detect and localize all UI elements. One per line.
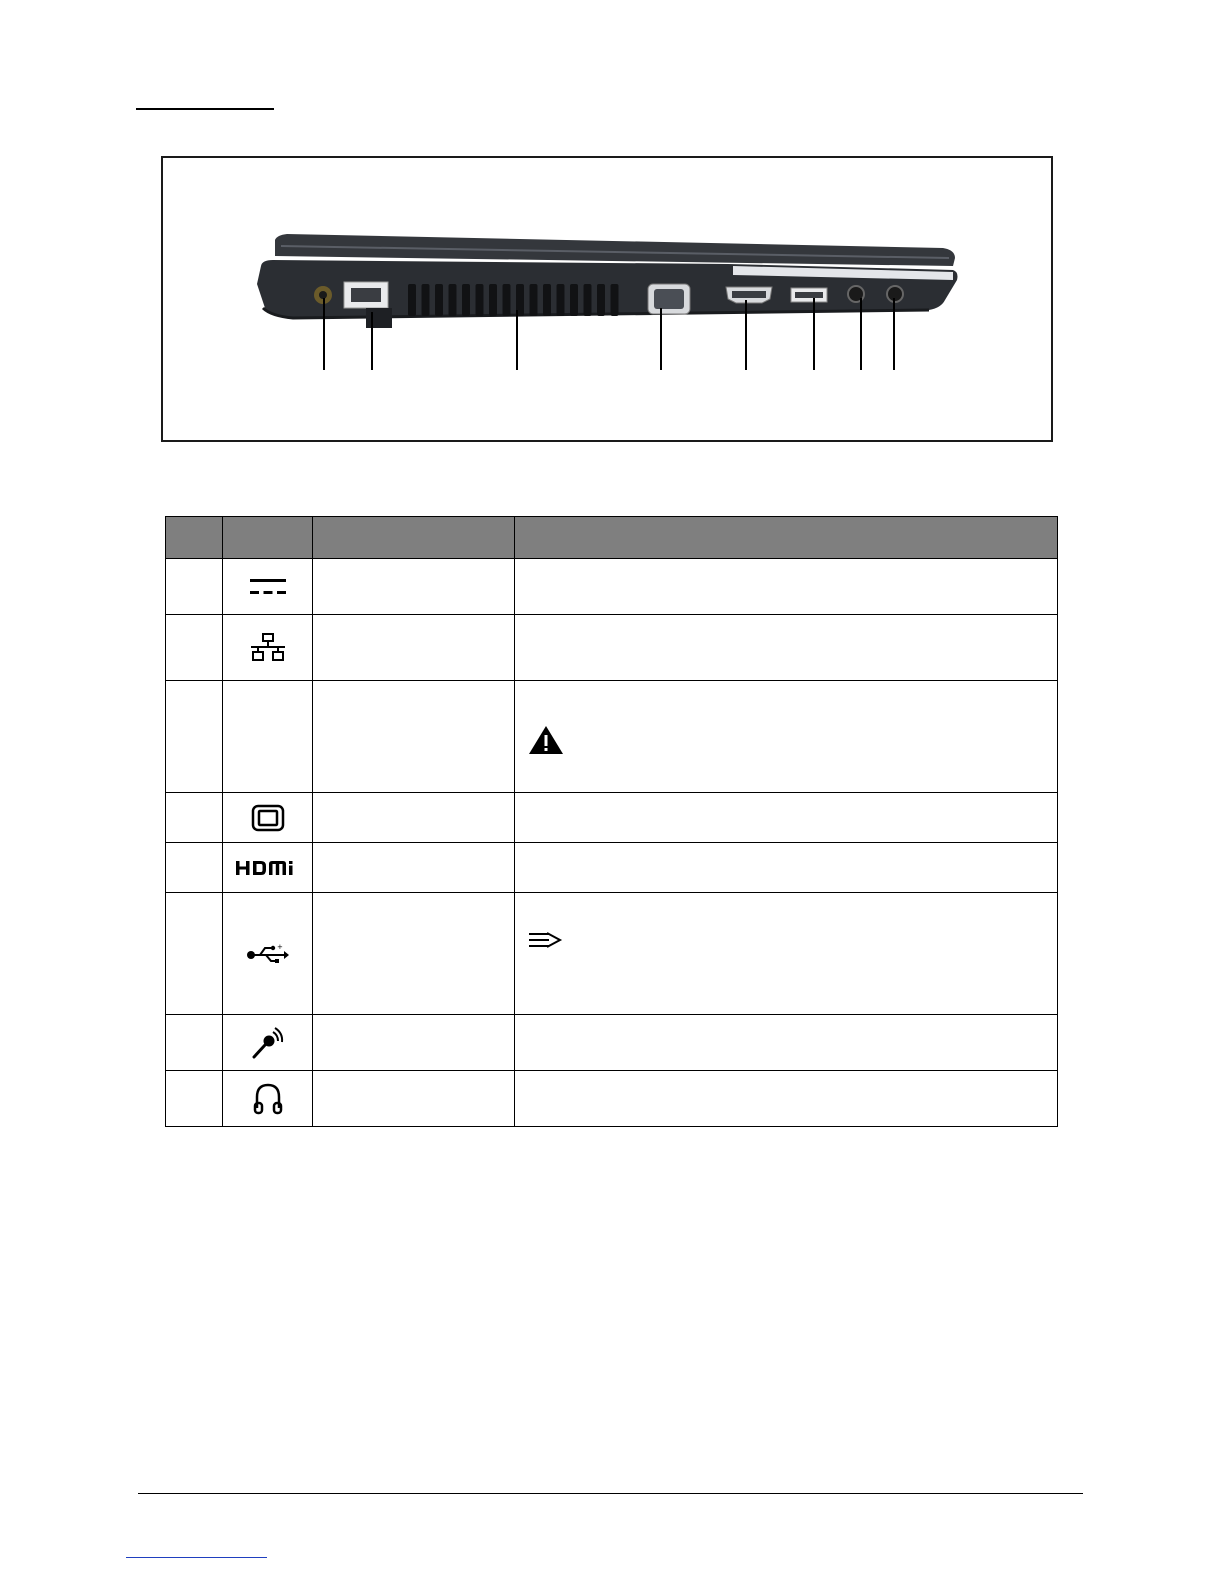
vent-slot bbox=[449, 284, 457, 316]
ethernet-port bbox=[344, 282, 392, 328]
description-cell bbox=[515, 893, 1058, 1015]
vent-slot bbox=[503, 284, 511, 316]
description-cell bbox=[515, 559, 1058, 615]
icon-cell bbox=[223, 615, 313, 681]
icon-cell bbox=[223, 793, 313, 843]
warning-icon bbox=[527, 724, 565, 756]
hdmi-port bbox=[726, 287, 772, 303]
row-number-cell bbox=[166, 615, 223, 681]
header-rule bbox=[136, 108, 274, 110]
row-number-cell bbox=[166, 843, 223, 893]
footer-rule bbox=[138, 1493, 1083, 1494]
icon-cell bbox=[223, 559, 313, 615]
item-cell bbox=[313, 793, 515, 843]
table-row bbox=[166, 615, 1058, 681]
icon-cell bbox=[223, 893, 313, 1015]
laptop-side-view-figure bbox=[161, 156, 1053, 442]
footer-link-underline[interactable] bbox=[126, 1557, 267, 1558]
headphone-icon bbox=[252, 1082, 284, 1116]
microphone-icon bbox=[250, 1026, 286, 1060]
description-cell bbox=[515, 843, 1058, 893]
vent-slot bbox=[476, 284, 484, 316]
table-row bbox=[166, 843, 1058, 893]
item-cell bbox=[313, 843, 515, 893]
item-cell bbox=[313, 559, 515, 615]
item-cell bbox=[313, 1071, 515, 1127]
item-cell bbox=[313, 615, 515, 681]
dc-in-icon bbox=[248, 575, 288, 599]
item-cell bbox=[313, 893, 515, 1015]
item-cell bbox=[313, 681, 515, 793]
description-cell bbox=[515, 1015, 1058, 1071]
laptop-side-illustration bbox=[163, 158, 1055, 444]
description-cell bbox=[515, 793, 1058, 843]
header-no bbox=[166, 517, 223, 559]
hdmi-icon bbox=[235, 859, 301, 877]
ports-table bbox=[165, 516, 1058, 1127]
table-row bbox=[166, 893, 1058, 1015]
vent-slot bbox=[611, 284, 619, 316]
usb-icon bbox=[246, 943, 290, 965]
table-header-row bbox=[166, 517, 1058, 559]
vent-slot bbox=[597, 284, 605, 316]
table-row bbox=[166, 559, 1058, 615]
vent-slot bbox=[408, 284, 416, 316]
row-number-cell bbox=[166, 793, 223, 843]
vent-slot bbox=[557, 284, 565, 316]
icon-cell bbox=[223, 1015, 313, 1071]
row-number-cell bbox=[166, 893, 223, 1015]
header-description bbox=[515, 517, 1058, 559]
vga-port bbox=[648, 284, 690, 314]
vent-slot bbox=[530, 284, 538, 316]
vent-slot bbox=[570, 284, 578, 316]
description-cell bbox=[515, 681, 1058, 793]
table-row bbox=[166, 1071, 1058, 1127]
vent-slot bbox=[543, 284, 551, 316]
table-row bbox=[166, 681, 1058, 793]
description-cell bbox=[515, 615, 1058, 681]
vent-slot bbox=[435, 284, 443, 316]
header-item bbox=[313, 517, 515, 559]
table-row bbox=[166, 1015, 1058, 1071]
row-number-cell bbox=[166, 681, 223, 793]
icon-cell bbox=[223, 1071, 313, 1127]
row-number-cell bbox=[166, 559, 223, 615]
display-icon bbox=[251, 804, 285, 832]
icon-cell bbox=[223, 681, 313, 793]
vent-slot bbox=[422, 284, 430, 316]
vent-slot bbox=[462, 284, 470, 316]
note-icon bbox=[527, 931, 563, 949]
row-number-cell bbox=[166, 1071, 223, 1127]
row-number-cell bbox=[166, 1015, 223, 1071]
network-icon bbox=[249, 633, 287, 663]
vent-slot bbox=[584, 284, 592, 316]
item-cell bbox=[313, 1015, 515, 1071]
icon-cell bbox=[223, 843, 313, 893]
usb-port bbox=[791, 288, 827, 302]
table-row bbox=[166, 793, 1058, 843]
description-cell bbox=[515, 1071, 1058, 1127]
svg-text:+: + bbox=[276, 942, 283, 951]
header-icon bbox=[223, 517, 313, 559]
vent-slot bbox=[489, 284, 497, 316]
